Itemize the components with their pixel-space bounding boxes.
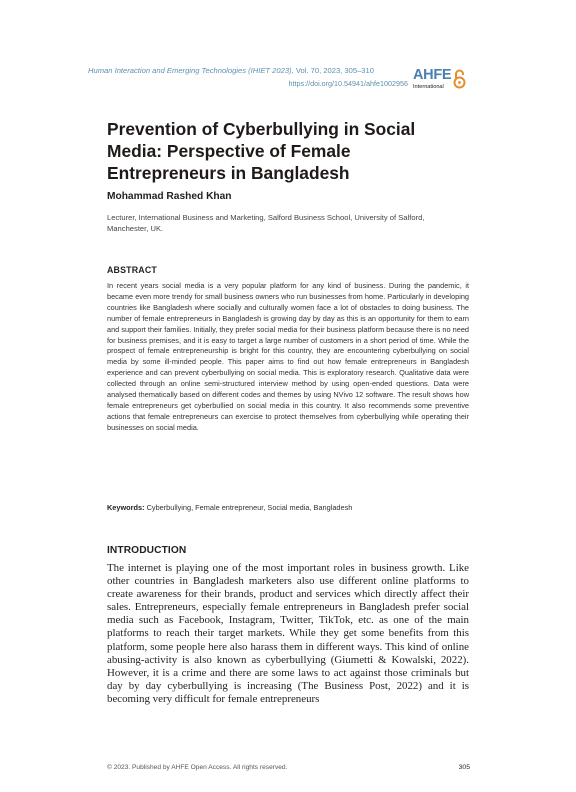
- volume-pages: Vol. 70, 2023, 305–310: [295, 66, 374, 75]
- journal-citation: [88, 66, 408, 76]
- logo-text: AHFE: [413, 67, 452, 83]
- logo-subtitle: International: [413, 84, 444, 90]
- author-affiliation: Lecturer, International Business and Marketing, Salford Business School, University of Salford, Manchester, UK.: [107, 213, 425, 233]
- author-name: Mohammad Rashed Khan: [107, 191, 232, 202]
- introduction-heading: INTRODUCTION: [107, 545, 187, 556]
- ahfe-logo: [413, 68, 473, 94]
- page-number: 305: [458, 764, 470, 771]
- abstract-text: In recent years social media is a very popular platform for any kind of business. During the pandemic, it became even more trendy for small business owners who run businesses from home. Particularly in developing countries like Bangladesh where socially and culturally women face a lot of obstacles to doing business. The number of female entrepreneurs in Bangladesh is growing day by day as this is an opportunity for them to earn and support their families. Initially, they prefer social media for their business platform because there is no need for business premises, and it is easy to target a large number of customers in a short period of time. While the prospect of female entrepreneurship is bright for this country, they are encountering cyberbullying on social media by some ill-minded people. This paper aims to find out how female entrepreneurs in Bangladesh experience and can prevent cyberbullying on social media. This is exploratory research. Qualitative data were collected through an online semi-structured interview method by using open-ended questions. Data were analysed thematically based on different codes and themes by using NVivo 12 software. The result shows how female entrepreneurs get cyberbullied on social media in this country. It also recommends some preventive actions that female entrepreneurs can exercise to protect themselves from cyberbullying while operating their businesses on social media.: [107, 281, 469, 432]
- keywords: [107, 503, 469, 514]
- open-access-icon: [453, 69, 466, 89]
- journal-name: Human Interaction and Emerging Technologies (IHIET 2023),: [88, 66, 294, 75]
- keywords-list: Cyberbullying, Female entrepreneur, Social media, Bangladesh: [146, 503, 353, 512]
- paper-title: Prevention of Cyberbullying in Social Media: Perspective of Female Entrepreneurs in Bangladesh: [107, 119, 416, 183]
- keywords-label: Keywords:: [107, 503, 145, 512]
- doi-link[interactable]: https://doi.org/10.54941/ahfe1002956: [288, 79, 408, 88]
- introduction-text: The internet is playing one of the most important roles in business growth. Like other countries in Bangladesh marketers also use different online platforms to create awareness for their brands, product and services which directly affect their sales. Entrepreneurs, especially female entrepreneurs in Bangladesh prefer social media such as Facebook, Instagram, Twitter, TikTok, etc. as one of the main platforms to reach their target markets. While they get some benefits from this platform, some people here also harass them in different ways. This kind of online abusing-activity is also known as cyberbullying (Giumetti & Kowalski, 2022). However, it is a crime and there are some laws to act against those criminals but day by day cyberbullying is increasing (The Business Post, 2022) and it is becoming very difficult for female entrepreneurs: [107, 562, 469, 705]
- copyright-notice: © 2023. Published by AHFE Open Access. All rights reserved.: [107, 764, 288, 771]
- abstract-heading: ABSTRACT: [107, 265, 157, 275]
